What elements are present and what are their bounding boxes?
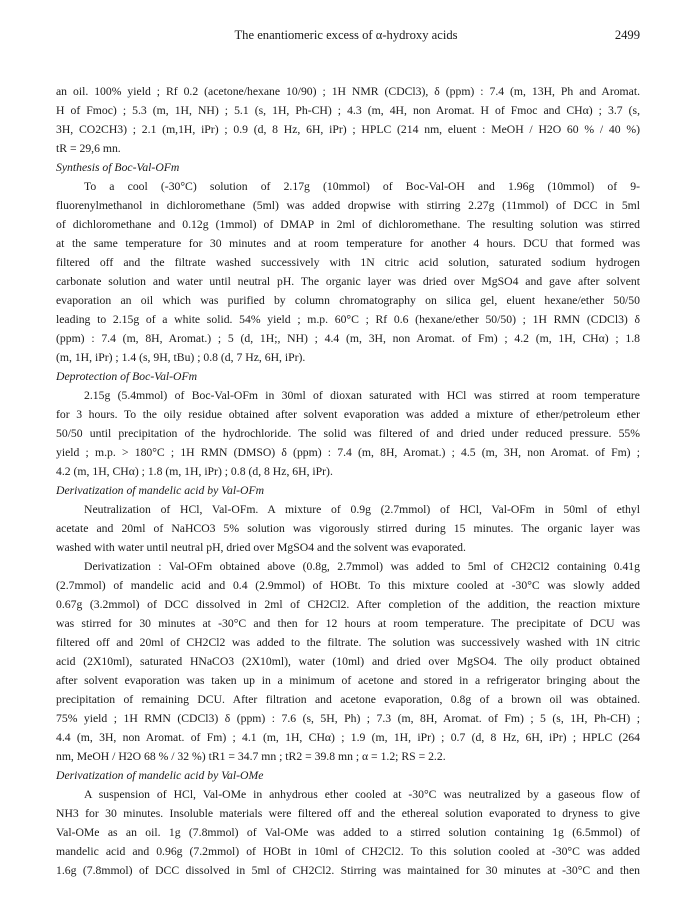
text-line: tR = 29,6 mn. [56,142,121,155]
text-line: mandelic acid and 0.96g (7.2mmol) of HOBt in 10ml of CH2Cl2. To this solution cooled at -30°C was added [56,845,640,858]
text-line: 3H, CO2CH3) ; 2.1 (m,1H, iPr) ; 0.9 (d, 8 Hz, 6H, iPr) ; HPLC (214 nm, eluent : MeOH / H2O 60 % / 40 %) [56,123,640,136]
text-line: at the same temperature for 30 minutes and at room temperature for another 4 hours. DCU that formed was [56,237,640,250]
body-text [56,82,640,880]
running-header [52,28,640,44]
text-line: carbonate solution and water until neutral pH. The organic layer was dried over MgSO4 and gave after solvent [56,275,640,288]
text-line: yield ; m.p. > 180°C ; 1H RMN (DMSO) δ (ppm) : 7.4 (m, 8H, Aromat.) ; 4.5 (m, 3H, non Aromat. of Fm) ; [56,446,640,459]
text-line: 0.67g (3.2mmol) of DCC dissolved in 2ml of CH2Cl2. After completion of the addition, the reaction mixture [56,598,640,611]
text-line: nm, MeOH / H2O 68 % / 32 %) tR1 = 34.7 mn ; tR2 = 39.8 mn ; α = 1.2; RS = 2.2. [56,750,446,763]
section-heading: Derivatization of mandelic acid by Val-OFm [56,484,265,497]
text-line: Derivatization : Val-OFm obtained above (0.8g, 2.7mmol) was added to 5ml of CH2Cl2 containing 0.41g [84,560,640,573]
page-number: 2499 [614,28,640,42]
text-line: Neutralization of HCl, Val-OFm. A mixture of 0.9g (2.7mmol) of HCl, Val-OFm in 50ml of ethyl [84,503,640,516]
section-heading: Deprotection of Boc-Val-OFm [56,370,198,383]
text-line: leading to 2.15g of a white solid. 54% yield ; m.p. 60°C ; Rf 0.6 (hexane/ether 50/50) ; 1H RMN (CDCl3) δ [56,313,640,326]
text-line: an oil. 100% yield ; Rf 0.2 (acetone/hexane 10/90) ; 1H NMR (CDCl3), δ (ppm) : 7.4 (m, 13H, Ph and Aromat. [56,85,640,98]
text-line: 75% yield ; 1H RMN (CDCl3) δ (ppm) : 7.6 (s, 5H, Ph) ; 7.3 (m, 8H, Aromat. of Fm) ; 5 (s, 1H, Ph-CH) ; [56,712,640,725]
text-line: filtered off and the filtrate washed successively with 1N citric acid solution, saturated sodium hydrogen [56,256,640,269]
text-line: evaporation an oil which was purified by column chromatography on silica gel, eluent hexane/ether 50/50 [56,294,640,307]
text-line: after solvent evaporation was taken up in a minimum of acetone and stored in a refrigerator bringing about the [56,674,640,687]
text-line: (ppm) : 7.4 (m, 8H, Aromat.) ; 5 (d, 1H;, NH) ; 4.4 (m, 3H, non Aromat. of Fm) ; 4.2 (m, 1H, CHα) ; 1.8 [56,332,640,345]
text-line: 50/50 until precipitation of the hydrochloride. The solid was filtered of and dried under reduced pressure. 55% [56,427,640,440]
section-heading: Synthesis of Boc-Val-OFm [56,161,180,174]
text-line: for 3 hours. To the oily residue obtained after solvent evaporation was added a mixture of ether/petroleum ether [56,408,640,421]
text-line: Val-OMe as an oil. 1g (7.8mmol) of Val-OMe was added to a stirred solution containing 1g (6.5mmol) of [56,826,640,839]
text-line: 1.6g (7.8mmol) of DCC dissolved in 5ml of CH2Cl2. Stirring was maintained for 30 minutes at -30°C and then [56,864,640,877]
text-line: washed with water until neutral pH, dried over MgSO4 and the solvent was evaporated. [56,541,466,554]
text-line: 4.4 (m, 3H, non Aromat. of Fm) ; 4.1 (m, 1H, CHα) ; 1.9 (m, 1H, iPr) ; 0.7 (d, 8 Hz, 6H, iPr) ; HPLC (264 [56,731,640,744]
text-line: H of Fmoc) ; 5.3 (m, 1H, NH) ; 5.1 (s, 1H, Ph-CH) ; 4.3 (m, 4H, non Aromat. H of Fmoc and CHα) ; 3.7 (s, [56,104,640,117]
text-line: 2.15g (5.4mmol) of Boc-Val-OFm in 30ml of dioxan saturated with HCl was stirred at room temperature [84,389,640,402]
text-line: (2.7mmol) of mandelic acid and 0.4 (2.9mmol) of HOBt. To this mixture cooled at -30°C was slowly added [56,579,640,592]
text-line: fluorenylmethanol in dichloromethane (5ml) was added dropwise with stirring 2.27g (11mmol) of DCC in 5ml [56,199,640,212]
text-line: was stirred for 30 minutes at -30°C and then for 12 hours at room temperature. The precipitate of DCU was [56,617,640,630]
text-line: 4.2 (m, 1H, CHα) ; 1.8 (m, 1H, iPr) ; 0.8 (d, 8 Hz, 6H, iPr). [56,465,333,478]
text-line: filtered off and 20ml of CH2Cl2 was added to the filtrate. The solution was successively washed with 1N citric [56,636,640,649]
text-line: of dichloromethane and 0.12g (1mmol) of DMAP in 2ml of dichloromethane. The resulting solution was stirred [56,218,640,231]
section-heading: Derivatization of mandelic acid by Val-OMe [56,769,264,782]
text-line: precipitation of remaining DCU. After filtration and acetone evaporation, 0.8g of a brown oil was obtained. [56,693,640,706]
text-line: acetate and 20ml of NaHCO3 5% solution was vigorously stirred during 15 minutes. The organic layer was [56,522,640,535]
text-line: To a cool (-30°C) solution of 2.17g (10mmol) of Boc-Val-OH and 1.96g (10mmol) of 9- [84,180,640,193]
text-line: (m, 1H, iPr) ; 1.4 (s, 9H, tBu) ; 0.8 (d, 7 Hz, 6H, iPr). [56,351,306,364]
text-line: NH3 for 30 minutes. Insoluble materials were filtered off and the ethereal solution evaporated to dryness to give [56,807,640,820]
text-line: acid (2X10ml), saturated HNaCO3 (2X10ml), water (10ml) and dried over MgSO4. The oily product obtained [56,655,640,668]
running-title: The enantiomeric excess of α-hydroxy acids [234,28,458,42]
text-line: A suspension of HCl, Val-OMe in anhydrous ether cooled at -30°C was neutralized by a gaseous flow of [84,788,640,801]
